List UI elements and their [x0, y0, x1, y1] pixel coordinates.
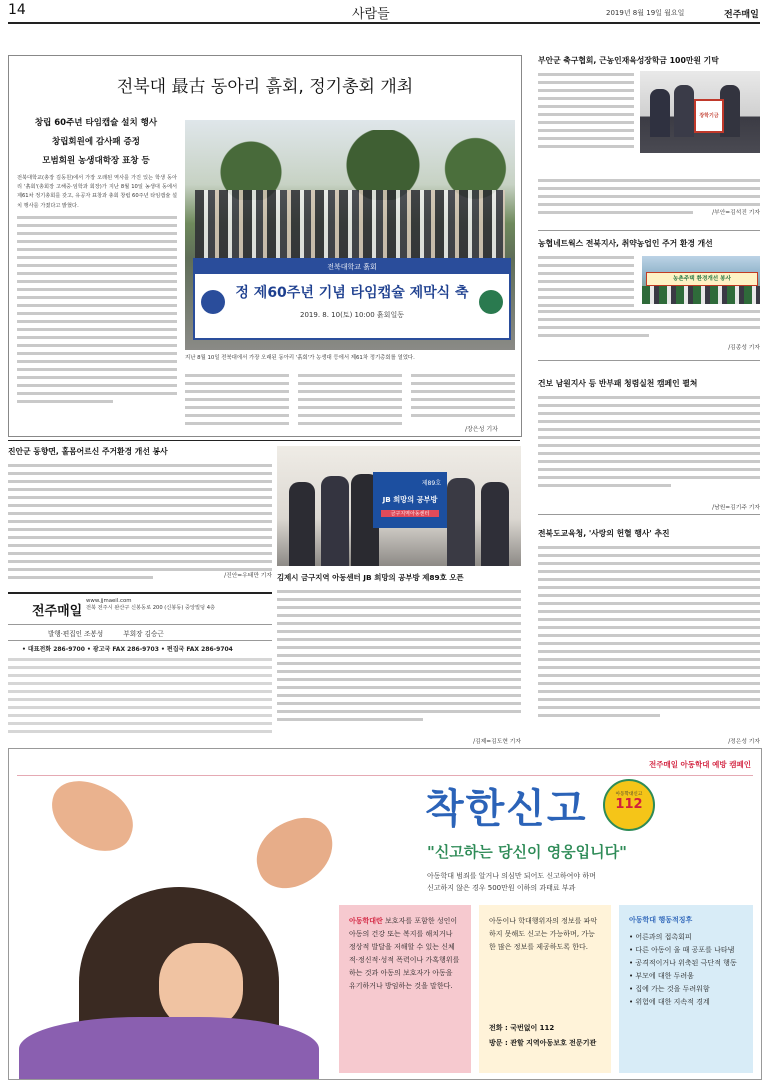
mid-left-headline: 진안군 동향면, 홀몸어르신 주거환경 개선 봉사 — [8, 447, 168, 456]
list-item: • 부모에 대한 두려움 — [629, 972, 694, 980]
mid-right-photo — [277, 446, 521, 566]
masthead-box — [8, 592, 272, 744]
jb-sign-place: 금구지역아동센터 — [381, 510, 439, 517]
jb-sign-board — [373, 472, 447, 528]
divider — [8, 624, 272, 625]
sidebar-headline: 건보 남원지사 등 반부패 청렴실천 캠페인 펼쳐 — [538, 379, 698, 388]
ad-campaign — [8, 748, 762, 1080]
sidebar-article — [538, 55, 760, 225]
subhead: 창립회원에 감사패 증정 — [51, 137, 141, 147]
list-item: • 공격적이거나 위축된 극단적 행동 — [629, 959, 737, 967]
banner-date: 2019. 8. 10(토) 10:00 흙회일동 — [300, 311, 404, 319]
main-subheads — [11, 116, 181, 166]
subhead: 창립 60주년 타임캡슐 설치 행사 — [34, 118, 158, 128]
ad-illustration — [9, 777, 339, 1079]
sidebar-text — [538, 396, 760, 492]
sidebar-banner — [646, 272, 758, 286]
sidebar-byline: /정은성 기자 — [728, 739, 760, 745]
sidebar-photo — [640, 71, 760, 153]
masthead-vice-chair: 부회장 김승근 — [123, 630, 164, 638]
sidebar-byline: /김종성 기자 — [728, 345, 760, 351]
main-photo-caption: 지난 8월 10일 전북대에서 가장 오래된 동아리 '흙회'가 농생대 등에서 제61차 정기총회를 열었다. — [185, 355, 415, 361]
sidebar-article — [538, 378, 760, 511]
main-photo — [185, 120, 515, 350]
banner-org: 전북대학교 흙회 — [327, 263, 377, 271]
issue-date: 2019년 8월 19일 월요일 — [606, 9, 685, 17]
banner-emblem-left — [201, 290, 225, 314]
list-item: • 집에 가는 것을 두려워함 — [629, 985, 710, 993]
ad-box-title: 아동학대란 — [349, 917, 383, 925]
hand-left — [41, 772, 143, 860]
jb-sign-main: JB 희망의 공부방 — [382, 495, 438, 504]
sidebar-text — [538, 73, 634, 153]
masthead-publisher: 발행·편집인 조봉성 — [48, 630, 104, 638]
ad-box-signs — [619, 905, 753, 1073]
header-rule — [8, 22, 760, 24]
main-headline: 전북대 最古 동아리 흙회, 정기총회 개최 — [116, 77, 414, 97]
sidebar-banner-text: 농촌주택 환경개선 봉사 — [673, 276, 731, 282]
ad-box-text: 보호자를 포함한 성인이 아동의 건강 또는 복지를 해치거나 정상적 발달을 저해할 수 있는 신체적·정신적·성적 폭력이나 가혹행위를 하는 것과 아동의 보호자가 아동을 유기하거나 방임하는 것을 말한다. — [349, 917, 460, 990]
list-item: • 위험에 대한 지속적 경계 — [629, 998, 710, 1006]
sidebar-text — [538, 546, 760, 722]
sidebar-text — [538, 310, 760, 342]
main-byline: /장은성 기자 — [465, 426, 498, 433]
main-body-left — [17, 216, 177, 408]
masthead-roles — [48, 628, 268, 638]
banner-title: 정 제60주년 기념 타임캡슐 제막식 축 — [235, 285, 469, 301]
divider — [8, 640, 272, 641]
mid-right-byline: /김제=김도현 기자 — [473, 739, 521, 745]
masthead-web: www.jjmaeil.com — [86, 598, 132, 604]
divider — [538, 360, 760, 361]
mid-right-headline: 김제시 금구지역 아동센터 JB 희망의 공부방 제89호 오픈 — [277, 573, 464, 582]
mid-right-article — [277, 446, 521, 746]
ad-box-text: 아동이나 학대행위자의 정보를 파악하지 못해도 신고는 가능하며, 가능한 많은 정보를 제공하도록 한다. — [489, 917, 598, 951]
ad-desc-1: 아동학대 범죄를 알거나 의심만 되어도 신고하여야 하며 — [427, 872, 596, 880]
sidebar-byline: /남원=김기주 기자 — [712, 505, 760, 511]
hand-right — [246, 809, 343, 897]
list-item: • 어른과의 접촉회피 — [629, 933, 692, 941]
ad-box-report — [479, 905, 611, 1073]
mid-right-text — [277, 590, 521, 726]
photo-people — [195, 190, 505, 260]
divider — [538, 230, 760, 231]
mid-left-text — [8, 464, 272, 584]
ad-box-title: 아동학대 행동적징후 — [629, 916, 693, 924]
page-header — [0, 0, 768, 22]
sidebar-headline: 부안군 축구협회, 근농인재육성장학금 100만원 기탁 — [538, 56, 719, 65]
ad-desc-2: 신고하지 않은 경우 500만원 이하의 과태료 부과 — [427, 884, 576, 892]
section-title: 사람들 — [352, 7, 390, 22]
masthead-name: 전주매일 — [32, 604, 83, 619]
mid-left-article — [8, 446, 272, 586]
paper-name: 전주매일 — [724, 10, 759, 20]
sidebar-article — [538, 528, 760, 748]
girl-shirt — [19, 1017, 319, 1080]
sidebar-headline: 전북도교육청, '사랑의 헌혈 행사' 추진 — [538, 529, 670, 538]
sidebar-text — [538, 256, 634, 312]
sidebar-byline: /부안=김석진 기자 — [712, 210, 760, 216]
ad-rule — [17, 775, 753, 776]
main-lead-text: 전북대학교(총장 김동원)에서 가장 오래된 역사를 가진 있는 학생 동아리 '흙회'(총회장 고해중·임학과 회장)가 지난 8월 10일 농생대 동에서 제61차 정기총회를 갖고, 유공자 표창과 총회 창립 60주년 타임캡슐 설치 행사를 가졌다고 밝혔다. — [17, 175, 177, 209]
badge-number: 112 — [615, 797, 643, 812]
banner-emblem-right — [479, 290, 503, 314]
divider — [8, 440, 520, 441]
ad-logo: 착한신고 — [425, 786, 588, 832]
sidebar-article — [538, 238, 760, 351]
ad-box-definition — [339, 905, 471, 1073]
main-story — [8, 55, 522, 437]
ad-sign-list — [629, 931, 747, 1009]
page-number: 14 — [8, 2, 26, 18]
masthead-directory — [8, 658, 272, 738]
ad-slogan: "신고하는 당신이 영웅입니다" — [427, 843, 627, 861]
ad-112-badge — [603, 779, 655, 831]
ad-box-phone: 전화 : 국번없이 112 — [489, 1024, 555, 1032]
donation-board — [694, 99, 724, 133]
sidebar-headline: 농협네트웍스 전북지사, 취약농업인 주거 환경 개선 — [538, 239, 713, 248]
sidebar-photo — [642, 256, 760, 304]
masthead-phones: • 대표전화 286-9700 • 광고국 FAX 286-9703 • 편집국 FAX 286-9704 — [22, 646, 233, 653]
divider — [538, 514, 760, 515]
badge-caption: 아동학대신고 — [615, 792, 643, 797]
subhead: 모범회원 농생대학장 표창 등 — [42, 156, 150, 166]
donation-board-text: 장학기금 — [699, 113, 719, 119]
ad-campaign-label: 전주매일 아동학대 예방 캠페인 — [648, 760, 751, 769]
masthead-address: 전북 전주시 완산구 신봉동로 200 (신봉동) 중앙빌딩 4층 — [86, 605, 216, 611]
timecapsule-banner — [193, 258, 511, 340]
mid-left-byline: /진안=우태만 기자 — [224, 573, 272, 579]
jb-sign-sub: 제89호 — [421, 480, 441, 487]
list-item: • 다른 아동이 울 때 공포를 나타냄 — [629, 946, 735, 954]
ad-box-visit: 방문 : 관할 지역아동보호 전문기관 — [489, 1039, 597, 1047]
